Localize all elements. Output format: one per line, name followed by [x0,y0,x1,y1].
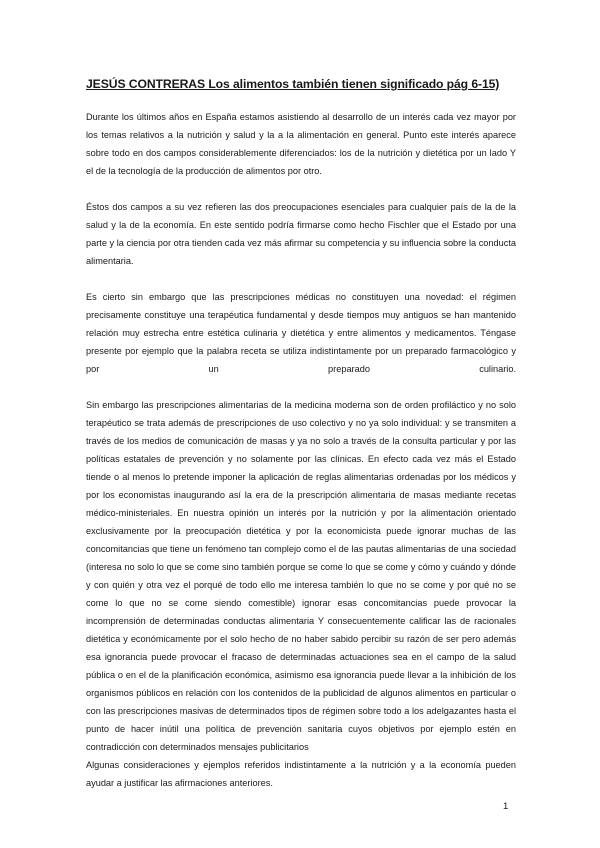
paragraph-3: Es cierto sin embargo que las prescripciones médicas no constituyen una novedad: el régimen precisamente constituye una terapéutica fundamental y desde tiempos muy antiguos se han mantenido relación muy estrecha entre estética culinaria y dietética y entre alimentos y medicamentos. Téngase presente por ejemplo que la palabra receta se utiliza indistintamente por un preparado farmacológico y por un preparado culinario. [86,292,516,374]
document-title: JESÚS CONTRERAS Los alimentos también tienen significado pág 6-15) [86,77,500,91]
paragraph-1: Durante los últimos años en España estamos asistiendo al desarrollo de un interés cada vez mayor por los temas relativos a la nutrición y salud y la a la alimentación en general. Punto este interés aparece sobre todo en dos campos considerablemente diferenciados: los de la nutrición y dietética por un lado Y el de la tecnología de la producción de alimentos por otro. [86,112,516,176]
document-body [86,108,516,810]
paragraph-2: Éstos dos campos a su vez refieren las dos preocupaciones esenciales para cualquier país de la de la salud y la de la economía. En este sentido podría firmarse como hecho Fischler que el Estado por una parte y la ciencia por otra tienden cada vez más afirmar su competencia y su influencia sobre la conducta alimentaria. [86,202,516,266]
paragraph-5: Algunas consideraciones y ejemplos referidos indistintamente a la nutrición y a la economía pueden ayudar a justificar las afirmaciones anteriores. [86,760,516,788]
page-number: 1 [503,801,509,812]
paragraph-4: Sin embargo las prescripciones alimentarias de la medicina moderna son de orden profiláctico y no solo terapéutico se trata además de prescripciones de uso colectivo y no ya solo individual: y se transmiten a través de los medios de comunicación de masas y ya no solo a través de la consulta particular y por las políticas estatales de prevención y no solamente por las clínicas. En efecto cada vez más el Estado tiende o al menos lo pretende imponer la aplicación de reglas alimentarias ordenadas por los médicos y por los economistas inaugurando así la era de la prescripción alimentaria de masas mediante recetas médico-ministeriales. En nuestra opinión un interés por la nutrición y por la alimentación orientado exclusivamente por la preocupación dietética y por la economicista puede ignorar muchas de las concomitancias que tiene un fenómeno tan complejo como el de las pautas alimentarias de una sociedad (interesa no solo lo que se come sino también porque se come lo que se come y cómo y cuándo y dónde y con quién y otra vez el porqué de todo ello me interesa también lo que no se come y por qué no se come lo que no se come siendo comestible) ignorar esas concomitancias puede provocar la incomprensión de determinadas conductas alimentaria Y consecuentemente calificar las de racionales dietética y económicamente por el solo hecho de no haber sabido percibir su razón de ser pero además esa ignorancia puede provocar el fracaso de determinadas actuaciones sea en el campo de la salud pública o en el de la planificación económica, asimismo esa ignorancia puede llevar a la inhibición de los organismos públicos en relación con los contenidos de la publicidad de algunos alimentos en particular o con las prescripciones masivas de determinados tipos de régimen sobre todo a los adelgazantes hasta el punto de hacer inútil una política de prevención sanitaria cuyos objetivos por ejemplo estén en contradicción con determinados mensajes publicitarios [86,400,516,752]
